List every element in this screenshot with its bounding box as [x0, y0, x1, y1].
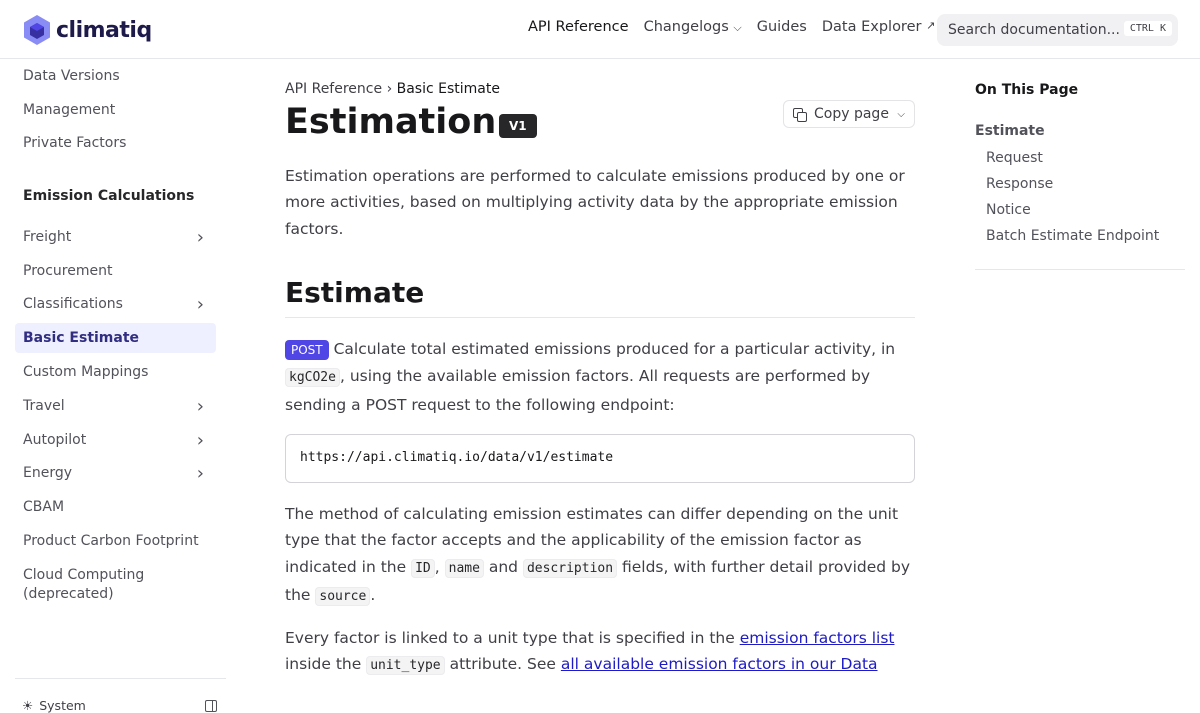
text: inside the [285, 655, 367, 674]
text: , using the available emission factors. All requests are performed by sending a POST request to the following endpoint: [285, 367, 871, 414]
sidebar-item-label: Product Carbon Footprint [23, 533, 199, 549]
top-header [0, 0, 1200, 59]
chevron-right-icon: › [196, 462, 204, 484]
nav-label: Changelogs [643, 19, 729, 35]
theme-toggle[interactable] [22, 698, 86, 713]
nav-data-explorer[interactable] [822, 19, 935, 35]
intro-paragraph: Estimation operations are performed to calculate emissions produced by one or more activities, based on multiplying activity data by the appropriate emission factors. [285, 167, 905, 238]
sidebar-item-procurement[interactable] [15, 256, 216, 286]
text: attribute. See [444, 655, 561, 674]
label: Private Factors [23, 135, 127, 151]
text: fields, with further detail provided by the [285, 557, 911, 604]
logo-text: climatiq [56, 17, 152, 43]
sidebar-item-travel[interactable] [15, 391, 216, 421]
nav-changelogs[interactable] [644, 19, 742, 35]
text: Calculate total estimated emissions produced for a particular activity, in [333, 340, 896, 358]
breadcrumb-link[interactable]: API Reference [285, 81, 383, 97]
toc-item-estimate[interactable]: Estimate [975, 123, 1045, 139]
sidebar-item-label: Freight [23, 229, 72, 245]
sidebar-item-basic-estimate[interactable] [15, 323, 216, 353]
sidebar-item-management[interactable] [15, 95, 216, 125]
cube-logo-icon [23, 14, 51, 46]
search-shortcut: CTRL K [1124, 21, 1172, 36]
sidebar-item-classifications[interactable] [15, 289, 216, 319]
estimate-description [285, 336, 915, 418]
toc-item-batch-estimate[interactable]: Batch Estimate Endpoint [986, 228, 1160, 244]
version-badge: V1 [499, 114, 537, 138]
breadcrumb-current: Basic Estimate [396, 81, 500, 97]
data-explorer-link[interactable]: all available emission factors in our Data [560, 655, 878, 674]
copy-icon-front [797, 112, 807, 122]
chevron-right-icon: › [196, 395, 204, 417]
sidebar-item-label: Basic Estimate [23, 330, 140, 346]
text: and [483, 557, 523, 576]
inline-code: unit_type [366, 656, 444, 675]
sidebar-item-autopilot[interactable] [15, 425, 216, 455]
label: Management [23, 102, 116, 118]
copy-label: Copy page [814, 106, 889, 122]
inline-code: name [445, 559, 484, 578]
sidebar-item-data-versions[interactable] [15, 61, 216, 91]
sidebar-item-product-carbon-footprint[interactable] [15, 526, 216, 556]
divider [285, 317, 915, 318]
divider [975, 269, 1185, 270]
sidebar-item-cbam[interactable] [15, 492, 216, 522]
text: The method of calculating emission estimates can differ depending on the unit type that the factor accepts and the applicability of the emission factor as indicated in the [285, 505, 899, 576]
toc-item-notice[interactable]: Notice [986, 202, 1031, 218]
external-link-icon: ↗ [926, 19, 936, 32]
post-badge: POST [285, 340, 329, 360]
search-placeholder: Search documentation... [948, 22, 1120, 38]
sidebar-item-label: Custom Mappings [23, 364, 149, 380]
chevron-right-icon: › [196, 429, 204, 451]
chevron-right-icon: › [196, 226, 204, 248]
toc-title: On This Page [975, 82, 1079, 98]
theme-label: System [39, 698, 86, 713]
divider [15, 678, 226, 679]
sidebar-item-custom-mappings[interactable] [15, 357, 216, 387]
nav-guides[interactable]: Guides [756, 19, 807, 35]
sidebar-item-cloud-computing-deprecated[interactable] [15, 565, 216, 605]
text: Every factor is linked to a unit type that is specified in the [285, 629, 740, 647]
sidebar-item-energy[interactable] [15, 458, 216, 488]
nav-api-reference[interactable]: API Reference [528, 19, 629, 35]
chevron-down-icon: ⌵ [897, 108, 905, 120]
emission-factors-list-link[interactable]: emission factors list [739, 629, 895, 647]
label: Data Versions [23, 68, 120, 84]
inline-code: kgCO2e [285, 368, 340, 387]
search-input[interactable] [937, 14, 1178, 46]
collapse-sidebar-icon[interactable] [205, 700, 217, 712]
sidebar-item-label: Classifications [23, 296, 123, 312]
sidebar [0, 60, 230, 713]
chevron-right-icon: › [386, 81, 393, 97]
chevron-right-icon: › [196, 293, 204, 315]
endpoint-code-block[interactable]: https://api.climatiq.io/data/v1/estimate [285, 434, 915, 483]
sidebar-item-label: CBAM [23, 499, 65, 515]
sidebar-item-private-factors[interactable] [15, 128, 216, 158]
section-heading-estimate: Estimate [285, 276, 425, 309]
method-paragraph: The method of calculating emission estimates can differ depending on the unit type that the factor accepts and the applicability of the emission factor as indicated in the ID , name and description fields, with further detail provided by the source . [285, 505, 911, 604]
copy-page-button[interactable] [783, 100, 915, 128]
page-title: Estimation [285, 102, 497, 142]
sidebar-item-freight[interactable] [15, 222, 216, 252]
chevron-down-icon: ⌵ [733, 21, 742, 34]
sidebar-item-label: Energy [23, 465, 73, 481]
toc-item-request[interactable]: Request [986, 150, 1043, 166]
sidebar-item-label: Cloud Computing (deprecated) [23, 567, 145, 602]
inline-code: source [315, 587, 370, 606]
toc-item-response[interactable]: Response [986, 176, 1054, 192]
sidebar-section-heading: Emission Calculations [23, 188, 195, 204]
logo[interactable] [23, 14, 152, 46]
inline-code: ID [411, 559, 435, 578]
breadcrumb [285, 81, 500, 97]
inline-code: description [523, 559, 617, 578]
sun-icon: ☀ [22, 698, 34, 713]
unit-type-paragraph [285, 625, 915, 680]
sidebar-item-label: Procurement [23, 263, 113, 279]
nav-label: Data Explorer [821, 19, 922, 35]
sidebar-item-label: Travel [23, 398, 65, 414]
sidebar-item-label: Autopilot [23, 432, 87, 448]
